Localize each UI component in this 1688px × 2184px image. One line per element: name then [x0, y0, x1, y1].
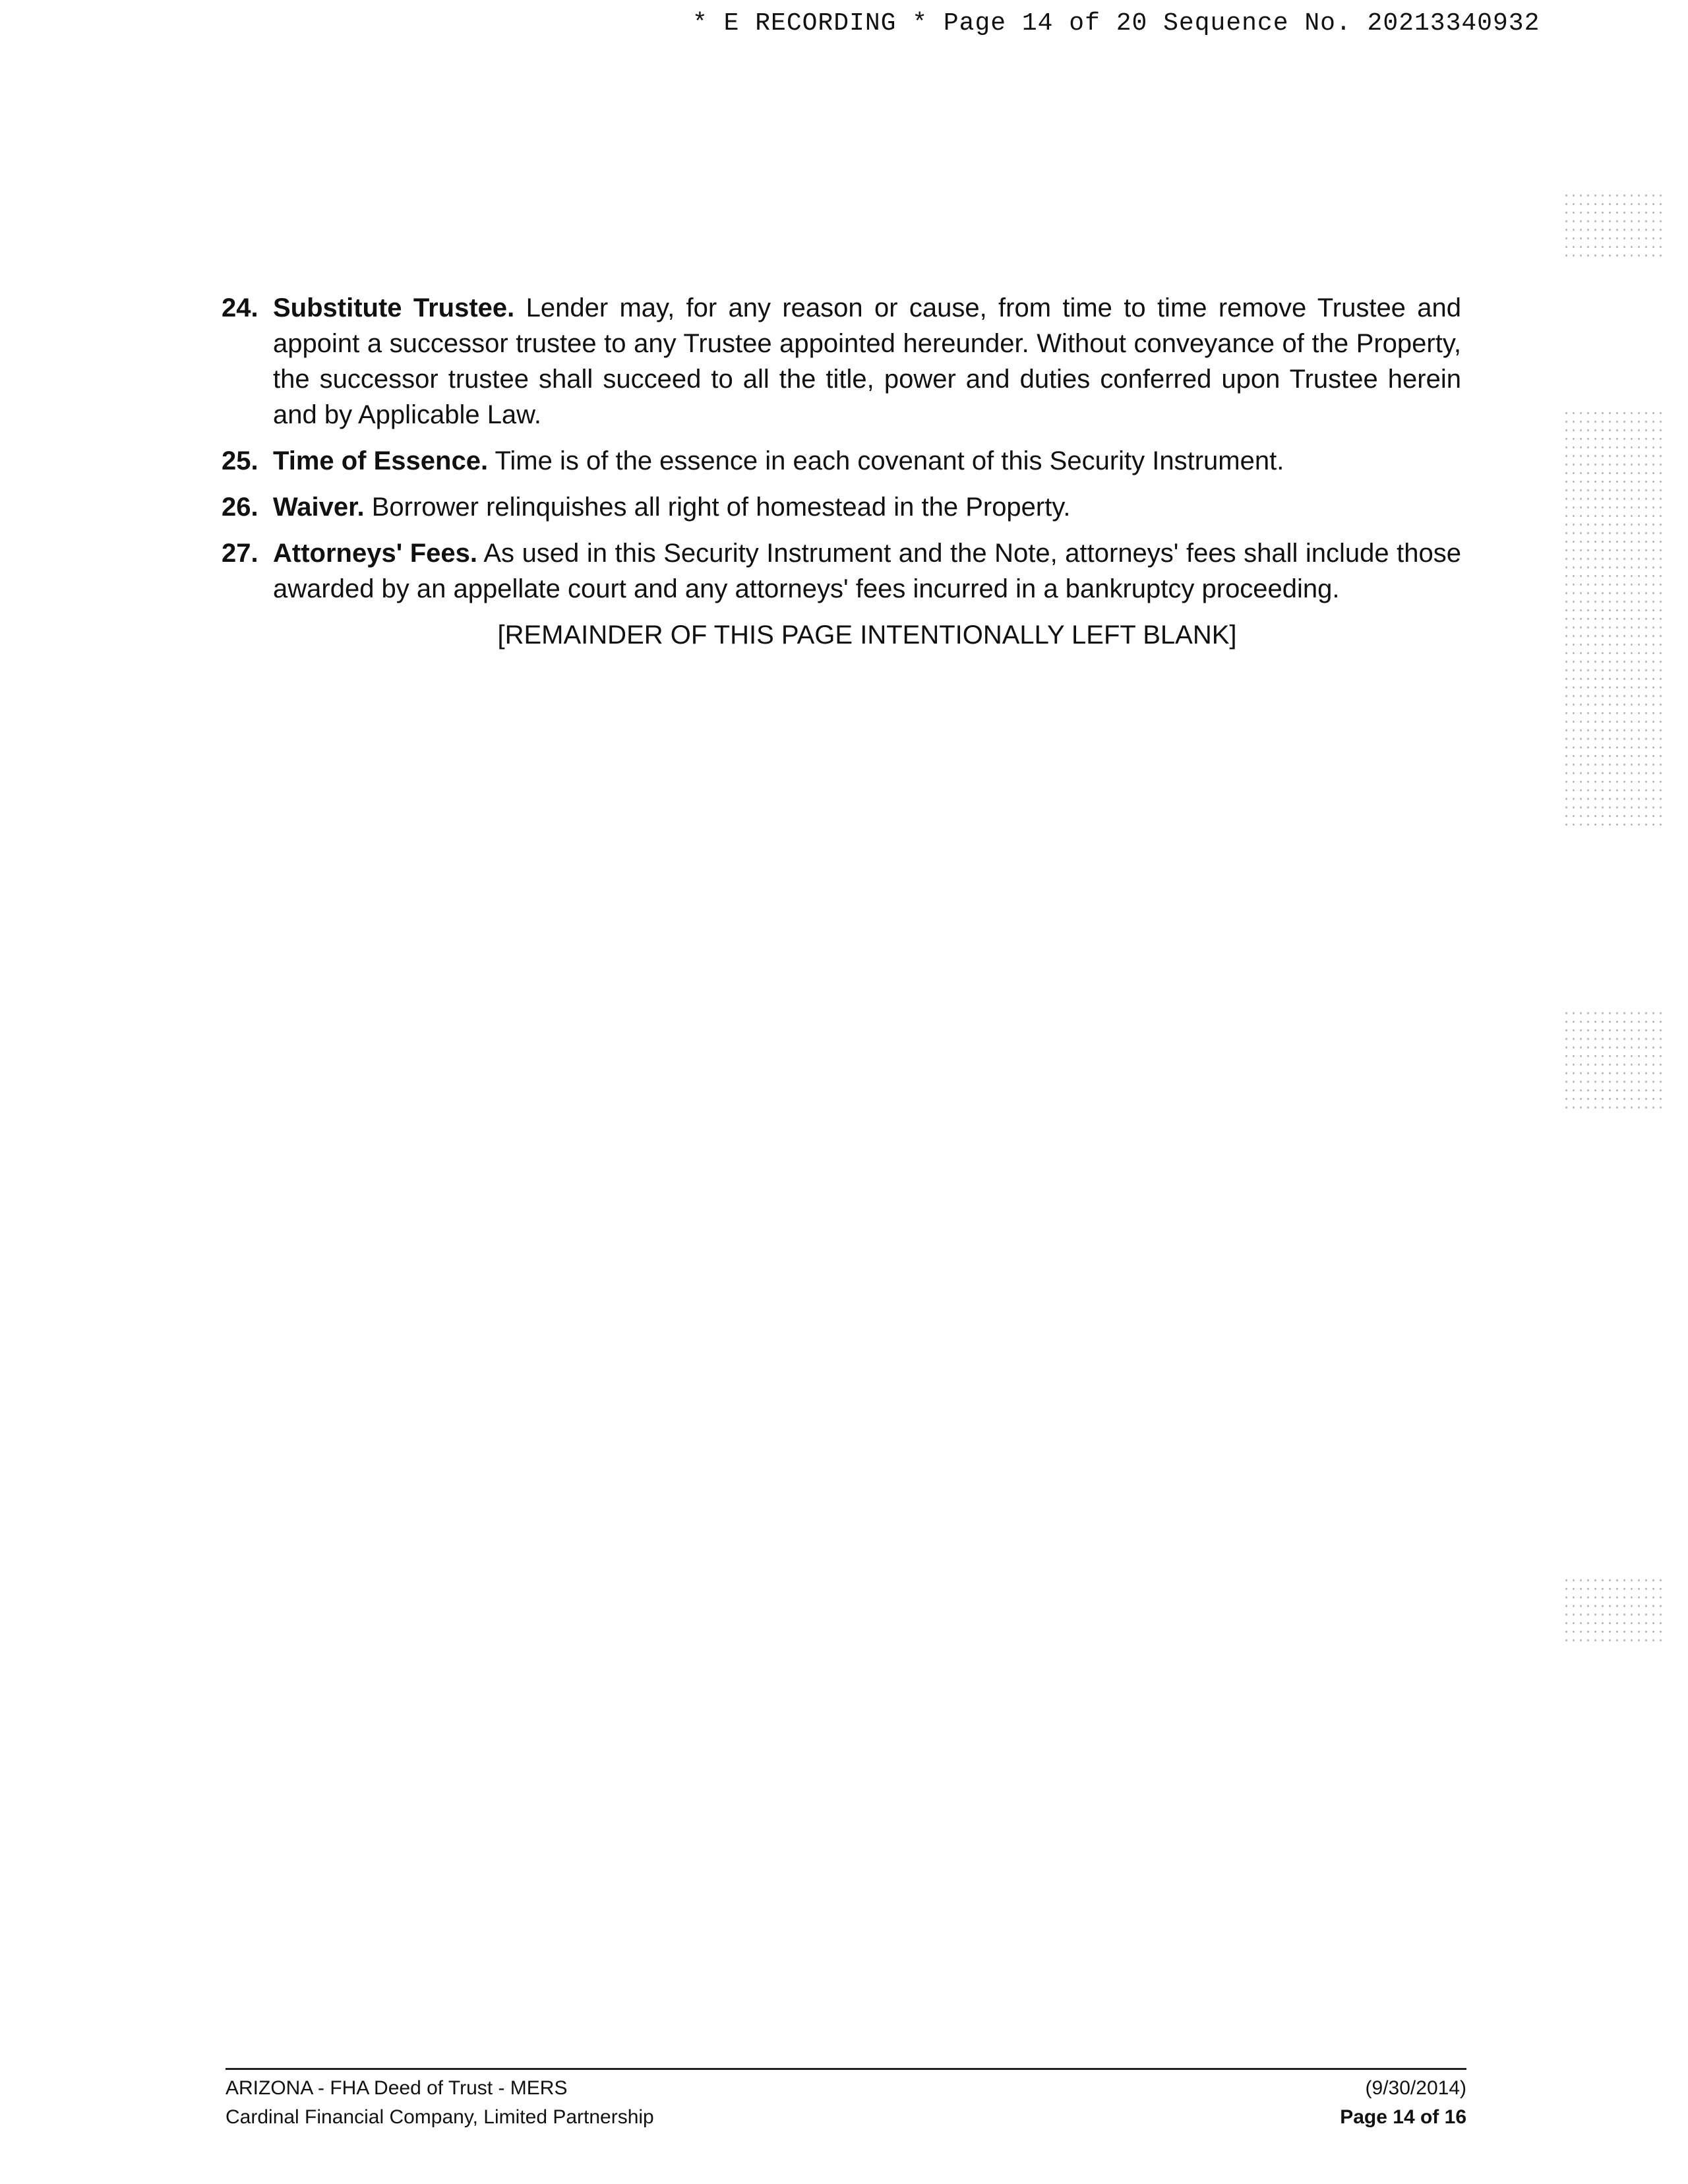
section-text: As used in this Security Instrument and the Note, attorneys' fees shall include those awarded by an appellate court and any attorneys' fees incurred in a bankruptcy proceeding. [273, 539, 1462, 603]
section-number: 25. [222, 446, 258, 475]
section-heading: Substitute Trustee. [273, 293, 515, 322]
page-footer [226, 2068, 1466, 2132]
section-number: 27. [222, 539, 258, 568]
section-heading: Attorneys' Fees. [273, 539, 478, 568]
scan-speckle [1563, 1009, 1662, 1114]
scan-speckle [1563, 191, 1662, 257]
section-text: Lender may, for any reason or cause, from time to time remove Trustee and appoint a successor trustee to any Trustee appointed hereunder. Without conveyance of the Property, the successor trustee shall succeed to all the title, power and duties conferred upon Trustee herein and by Applicable Law. [273, 293, 1461, 429]
section-text: Time is of the essence in each covenant of this Security Instrument. [495, 446, 1284, 475]
company-name: Cardinal Financial Company, Limited Partnership [226, 2106, 654, 2128]
scan-speckle [1563, 409, 1662, 831]
page-number: Page 14 of 16 [1340, 2106, 1466, 2128]
form-date: (9/30/2014) [1365, 2077, 1466, 2099]
section-number: 26. [222, 493, 258, 522]
section-26 [222, 489, 1461, 525]
section-number: 24. [222, 293, 258, 322]
footer-left [226, 2074, 654, 2132]
section-heading: Time of Essence. [273, 446, 489, 475]
recording-header: * E RECORDING * Page 14 of 20 Sequence No. 20213340932 [692, 9, 1540, 38]
section-27 [222, 535, 1461, 607]
remainder-notice: [REMAINDER OF THIS PAGE INTENTIONALLY LEFT BLANK] [497, 621, 1237, 650]
section-text: Borrower relinquishes all right of homestead in the Property. [371, 493, 1071, 522]
section-24 [222, 290, 1461, 433]
scan-speckle [1563, 1576, 1662, 1642]
footer-right [1340, 2074, 1466, 2132]
document-body [222, 290, 1461, 653]
section-25 [222, 443, 1461, 479]
form-name: ARIZONA - FHA Deed of Trust - MERS [226, 2077, 568, 2099]
section-heading: Waiver. [273, 493, 365, 522]
